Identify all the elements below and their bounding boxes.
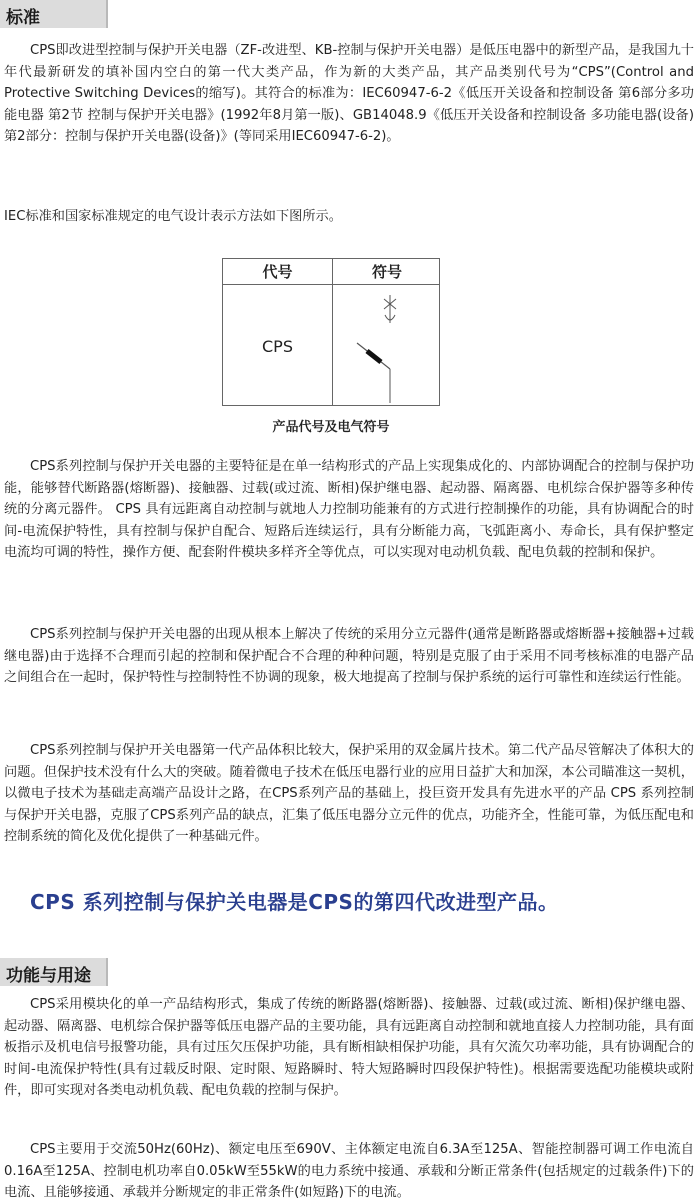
paragraph-functions: CPS采用模块化的单一产品结构形式，集成了传统的断路器(熔断器)、接触器、过载(或过流、断相)保护继电器、起动器、隔离器、电机综合保护器等低压电器产品的主要功能，具有远距离自动控制和就地直接人力控制功能，具有面板指示及机电信号报警功能，具有过压欠压保护功能，具有断相缺相保护功能，具有欠流欠功率功能，具有协调配合的时间-电流保护特性(具有过载反时限、定时限、短路瞬时、特大短路瞬时四段保护特性)。根据需要选配功能模块或附件，即可实现对各类电动机负载、配电负载的控制与保护。	[4, 997, 694, 1098]
section-heading-label: 功能与用途	[6, 966, 91, 986]
paragraph-problem-solved: CPS系列控制与保护开关电器的出现从根本上解决了传统的采用分立元器件(通常是断路器或熔断器+接触器+过载继电器)由于选择不合理而引起的控制和保护配合不合理的种种问题，特别是克服了由于采用不同考核标准的电器产品之间组合在一起时，保护特性与控制特性不协调的现象，极大地提高了控制与保护系统的运行可靠性和连续运行性能。	[4, 627, 694, 685]
symbol-table	[222, 258, 440, 406]
table-cell-code: CPS	[262, 337, 293, 356]
paragraph-standard-intro: CPS即改进型控制与保护开关电器（ZF-改进型、KB-控制与保护开关电器）是低压电器中的新型产品，是我国九十年代最新研发的填补国内空白的第一代大类产品，作为新的大类产品，其产品类别代号为“CPS”(Control and Protective Switching Devices的缩写)。其符合的标准为：IEC60947-6-2《低压开关设备和控制设备 第6部分多功能电器 第2节 控制与保护开关电器》(1992年8月第一版)、GB14048.9《低压开关设备和控制设备 多功能电器(设备) 第2部分：控制与保护开关电器(设备)》(等同采用IEC60947-6-2)。	[4, 43, 694, 144]
section-heading-functions	[0, 958, 108, 986]
paragraph-applications: CPS主要用于交流50Hz(60Hz)、额定电压至690V、主体额定电流自6.3A至125A、智能控制器可调工作电流自0.16A至125A、控制电机功率自0.05kW至55kW的电力系统中接通、承载和分断正常条件(包括规定的过载条件)下的电流、且能够接通、承载并分断规定的非正常条件(如短路)下的电流。	[4, 1142, 694, 1200]
paragraph-main-features: CPS系列控制与保护开关电器的主要特征是在单一结构形式的产品上实现集成化的、内部协调配合的控制与保护功能，能够替代断路器(熔断器)、接触器、过载(或过流、断相)保护继电器、起动器、隔离器、电机综合保护器等多种传统的分离元器件。 CPS 具有远距离自动控制与就地人力控制功能兼有的方式进行控制操作的功能，具有协调配合的时间-电流保护特性，具有控制与保护自配合、短路后连续运行，具有分断能力高，飞弧距离小、寿命长，具有保护整定电流均可调的特性，操作方便、配套附件模块多样齐全等优点，可以实现对电动机负载、配电负载的控制和保护。	[4, 459, 694, 560]
table-caption: 产品代号及电气符号	[272, 420, 390, 435]
table-header-symbol: 符号	[371, 263, 402, 281]
section-heading-label: 标准	[6, 8, 40, 28]
highlight-banner: CPS 系列控制与保护关电器是CPS的第四代改进型产品。	[30, 890, 559, 914]
paragraph-design-notation: IEC标准和国家标准规定的电气设计表示方法如下图所示。	[4, 209, 342, 224]
section-heading-standard	[0, 0, 108, 28]
cps-electrical-symbol-icon	[333, 285, 441, 405]
table-header-code: 代号	[262, 263, 293, 281]
paragraph-product-evolution: CPS系列控制与保护开关电器第一代产品体积比较大，保护采用的双金属片技术。第二代产品尽管解决了体积大的问题。但保护技术没有什么大的突破。随着微电子技术在低压电器行业的应用日益扩大和加深，本公司瞄准这一契机，以微电子技术为基础走高端产品设计之路，在CPS系列产品的基础上，投巨资开发具有先进水平的产品 CPS 系列控制与保护开关电器，克服了CPS系列产品的缺点，汇集了低压电器分立元件的优点，功能齐全，性能可靠，为低压配电和控制系统的简化及优化提供了一种基础元件。	[4, 743, 694, 844]
